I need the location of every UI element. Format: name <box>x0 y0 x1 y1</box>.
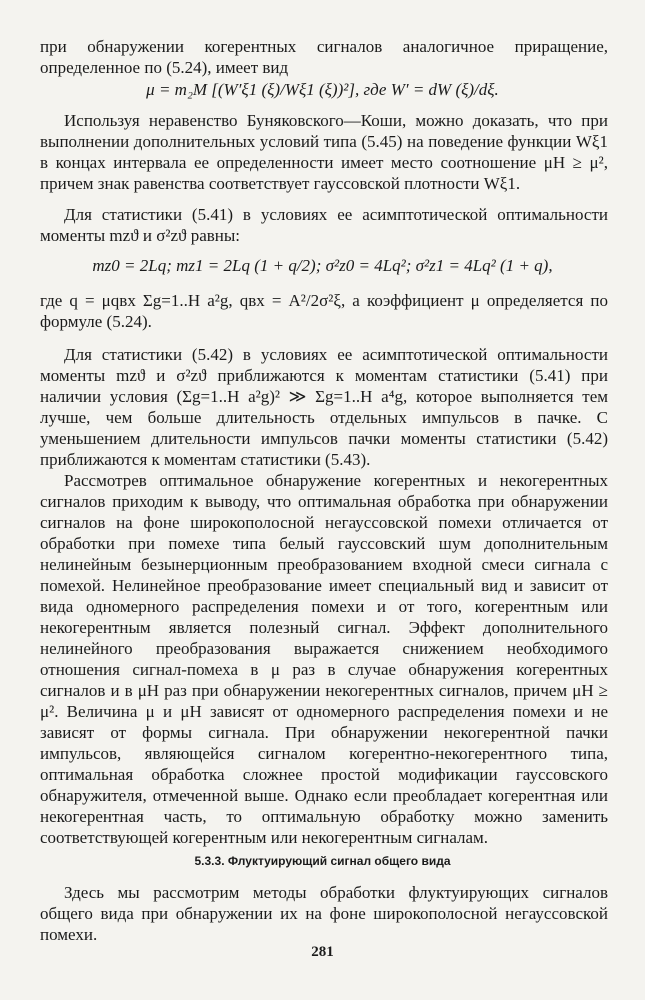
paragraph-bunyakovsky: Используя неравенство Буняковского—Коши, можно доказать, что при выполнении дополнительных условий типа (5.45) на поведение функции Wξ1 в концах интервала ее определенности имеет место соотношение μH ≥ μ², причем знак равенства соответствует гауссовской плотности Wξ1. <box>40 111 608 193</box>
formula-q-definition: где q = μqвх Σg=1..H a²g, qвх = A²/2σ²ξ, а коэффициент μ определяется по формуле (5.24). <box>40 291 608 331</box>
paragraph-statistic-541: Для статистики (5.41) в условиях ее асимптотической оптимальности моменты mzϑ и σ²zϑ равны: <box>40 205 608 245</box>
page-number: 281 <box>311 944 334 960</box>
paragraph-intro: при обнаружении когерентных сигналов аналогичное приращение, определенное по (5.24), имеет вид <box>40 37 608 77</box>
formula-moments: mz0 = 2Lq; mz1 = 2Lq (1 + q/2); σ²z0 = 4Lq²; σ²z1 = 4Lq² (1 + q), <box>92 256 553 275</box>
paragraph-fluctuating: Здесь мы рассмотрим методы обработки флуктуирующих сигналов общего вида при обнаружении их на фоне широкополосной негауссовской помехи. <box>40 883 608 944</box>
formula-mu: μ = m₂M [(W′ξ1 (ξ)/Wξ1 (ξ))²], где W′ = dW (ξ)/dξ. <box>146 80 499 99</box>
paragraph-conclusion: Рассмотрев оптимальное обнаружение когерентных и некогерентных сигналов приходим к выводу, что оптимальная обработка при обнаружении сигналов на фоне широкополосной негауссовской помехи отличается от обработки при помехе типа белый гауссовский шум дополнительным нелинейным безынерционным преобразованием входной смеси сигнала с помехой. Нелинейное преобразование имеет специальный вид и зависит от вида одномерного распределения помехи и от того, когерентным или некогерентным является полезный сигнал. Эффект дополнительного нелинейного преобразования выражается снижением необходимого отношения сигнал-помеха в μ раз в случае обнаружения когерентных сигналов и в μH раз при обнаружении некогерентных сигналов, причем μH ≥ μ². Величина μ и μH зависят от одномерного распределения помехи и не зависят от формы сигнала. При обнаружении некогерентной пачки импульсов, являющейся сигналом когерентно-некогерентного типа, оптимальная обработка сложнее простой модификации гауссовского обнаружителя, отмеченной выше. Однако если преобладает когерентная или некогерентная часть, то оптимальную обработку можно заменить соответствующей когерентным или некогерентным сигналам. <box>40 471 608 847</box>
section-heading: 5.3.3. Флуктуирующий сигнал общего вида <box>194 854 451 868</box>
paragraph-statistic-542: Для статистики (5.42) в условиях ее асимптотической оптимальности моменты mzϑ и σ²zϑ приближаются к моментам статистики (5.41) при наличии условия (Σg=1..H a²g)² ≫ Σg=1..H a⁴g, которое выполняется тем лучше, чем больше длительность отдельных импульсов в пачке. С уменьшением длительности импульсов пачки моменты статистики (5.42) приближаются к моментам статистики (5.43). <box>40 345 608 469</box>
